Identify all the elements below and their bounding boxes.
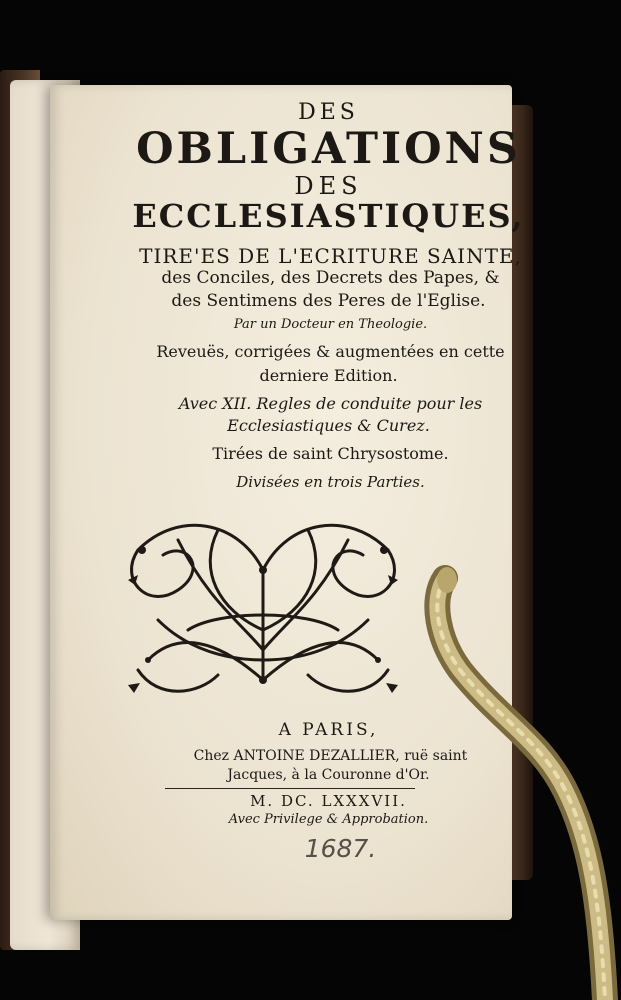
imprint-publisher-2: Jacques, à la Couronne d'Or.	[227, 767, 430, 783]
subtitle-line-1: TIRE'ES DE L'ECRITURE SAINTE,	[139, 244, 522, 268]
rules-line-1: Avec XII. Regles de conduite pour les	[178, 394, 483, 413]
title-ecclesiastiques: ECCLESIASTIQUES,	[132, 197, 525, 235]
heading-des-2: DES	[294, 172, 363, 200]
subtitle-line-2: des Conciles, des Decrets des Papes, &	[161, 268, 500, 288]
imprint-publisher-1: Chez ANTOINE DEZALLIER, ruë saint	[193, 748, 468, 764]
imprint-city: A PARIS,	[278, 720, 379, 740]
handwritten-year: 1687.	[304, 834, 377, 863]
imprint-date: M. DC. LXXXVII.	[250, 792, 407, 810]
author-line: Par un Docteur en Theologie.	[233, 317, 428, 332]
printers-ornament-monogram	[118, 510, 408, 705]
parts-line: Divisées en trois Parties.	[236, 473, 425, 491]
source-line: Tirées de saint Chrysostome.	[212, 444, 449, 463]
imprint-rule	[165, 788, 415, 789]
revised-line-2: derniere Edition.	[259, 366, 398, 385]
revised-line-1: Reveuës, corrigées & augmentées en cette	[156, 342, 505, 361]
privilege-line: Avec Privilege & Approbation.	[228, 812, 429, 827]
main-title: OBLIGATIONS	[136, 124, 521, 174]
heading-des-1: DES	[298, 100, 359, 125]
rules-line-2: Ecclesiastiques & Curez.	[227, 416, 430, 435]
subtitle-line-3: des Sentimens des Peres de l'Eglise.	[171, 291, 486, 311]
